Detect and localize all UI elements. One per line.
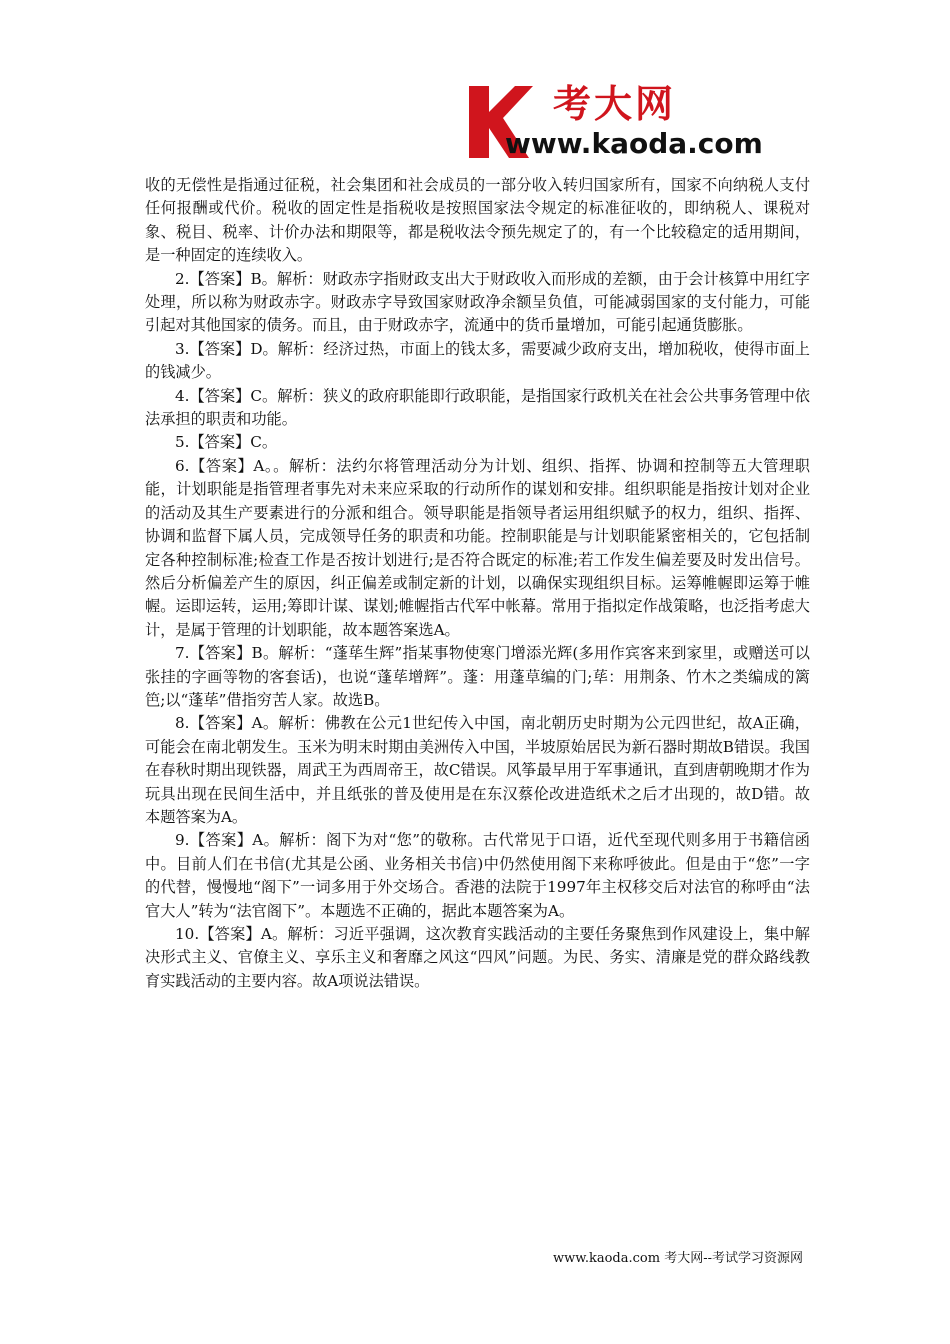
paragraph-continued: 收的无偿性是指通过征税，社会集团和社会成员的一部分收入转归国家所有，国家不向纳税人支付任何报酬或代价。税收的固定性是指税收是按照国家法令规定的标准征收的，即纳税人、课税对象、税目、税率、计价办法和期限等，都是税收法令预先规定了的，有一个比较稳定的适用期间，是一种固定的连续收入。 <box>145 176 810 265</box>
answer-3: 3.【答案】D。解析：经济过热，市面上的钱太多，需要减少政府支出，增加税收，使得市面上的钱减少。 <box>145 339 810 382</box>
logo-chinese-text: 考大网 <box>553 82 677 126</box>
answer-6: 6.【答案】A。。解析：法约尔将管理活动分为计划、组织、指挥、协调和控制等五大管理职能，计划职能是指管理者事先对未来应采取的行动所作的谋划和安排。组织职能是指按计划对企业的活动及其生产要素进行的分派和组合。领导职能是指领导者运用组织赋予的权力，组织、指挥、协调和监督下属人员，完成领导任务的职责和功能。控制职能是与计划职能紧密相关的，它包括制定各种控制标准;检查工作是否按计划进行;是否符合既定的标准;若工作发生偏差要及时发出信号。然后分析偏差产生的原因，纠正偏差或制定新的计划，以确保实现组织目标。运筹帷幄即运筹于帷幄。运即运转，运用;筹即计谋、谋划;帷幄指古代军中帐幕。常用于指拟定作战策略，也泛指考虑大计，是属于管理的计划职能，故本题答案选A。 <box>145 456 810 639</box>
answer-9: 9.【答案】A。解析：阁下为对“您”的敬称。古代常见于口语，近代至现代则多用于书籍信函中。目前人们在书信(尤其是公函、业务相关书信)中仍然使用阁下来称呼彼此。但是由于“您”一字的代替，慢慢地“阁下”一词多用于外交场合。香港的法院于1997年主权移交后对法官的称呼由“法官大人”转为“法官阁下”。本题选不正确的，据此本题答案为A。 <box>145 831 810 920</box>
answer-10: 10.【答案】A。解析：习近平强调，这次教育实践活动的主要任务聚焦到作风建设上，集中解决形式主义、官僚主义、享乐主义和奢靡之风这“四风”问题。为民、务实、清廉是党的群众路线教育实践活动的主要内容。故A项说法错误。 <box>145 925 810 990</box>
kaoda-logo <box>465 80 815 162</box>
answer-4: 4.【答案】C。解析：狭义的政府职能即行政职能，是指国家行政机关在社会公共事务管理中依法承担的职责和功能。 <box>145 386 810 429</box>
answer-8: 8.【答案】A。解析：佛教在公元1世纪传入中国，南北朝历史时期为公元四世纪，故A正确，可能会在南北朝发生。玉米为明末时期由美洲传入中国，半坡原始居民为新石器时期故B错误。我国在春秋时期出现铁器，周武王为西周帝王，故C错误。风筝最早用于军事通讯，直到唐朝晚期才作为玩具出现在民间生活中，并且纸张的普及使用是在东汉蔡伦改进造纸术之后才出现的，故D错。故本题答案为A。 <box>145 714 810 826</box>
answer-7: 7.【答案】B。解析：“蓬荜生辉”指某事物使寒门增添光辉(多用作宾客来到家里，或赠送可以张挂的字画等物的客套话)，也说“蓬荜增辉”。蓬：用蓬草编的门;荜：用荆条、竹木之类编成的篱笆;以“蓬荜”借指穷苦人家。故选B。 <box>145 644 810 709</box>
logo-url-text: www.kaoda.com <box>505 127 763 160</box>
answer-explanations <box>145 174 810 993</box>
answer-5: 5.【答案】C。 <box>175 433 278 452</box>
page-footer: www.kaoda.com 考大网--考试学习资源网 <box>553 1251 803 1266</box>
answer-2: 2.【答案】B。解析：财政赤字指财政支出大于财政收入而形成的差额，由于会计核算中用红字处理，所以称为财政赤字。财政赤字导致国家财政净余额呈负值，可能减弱国家的支付能力，可能引起对其他国家的债务。而且，由于财政赤字，流通中的货币量增加，可能引起通货膨胀。 <box>145 269 810 335</box>
